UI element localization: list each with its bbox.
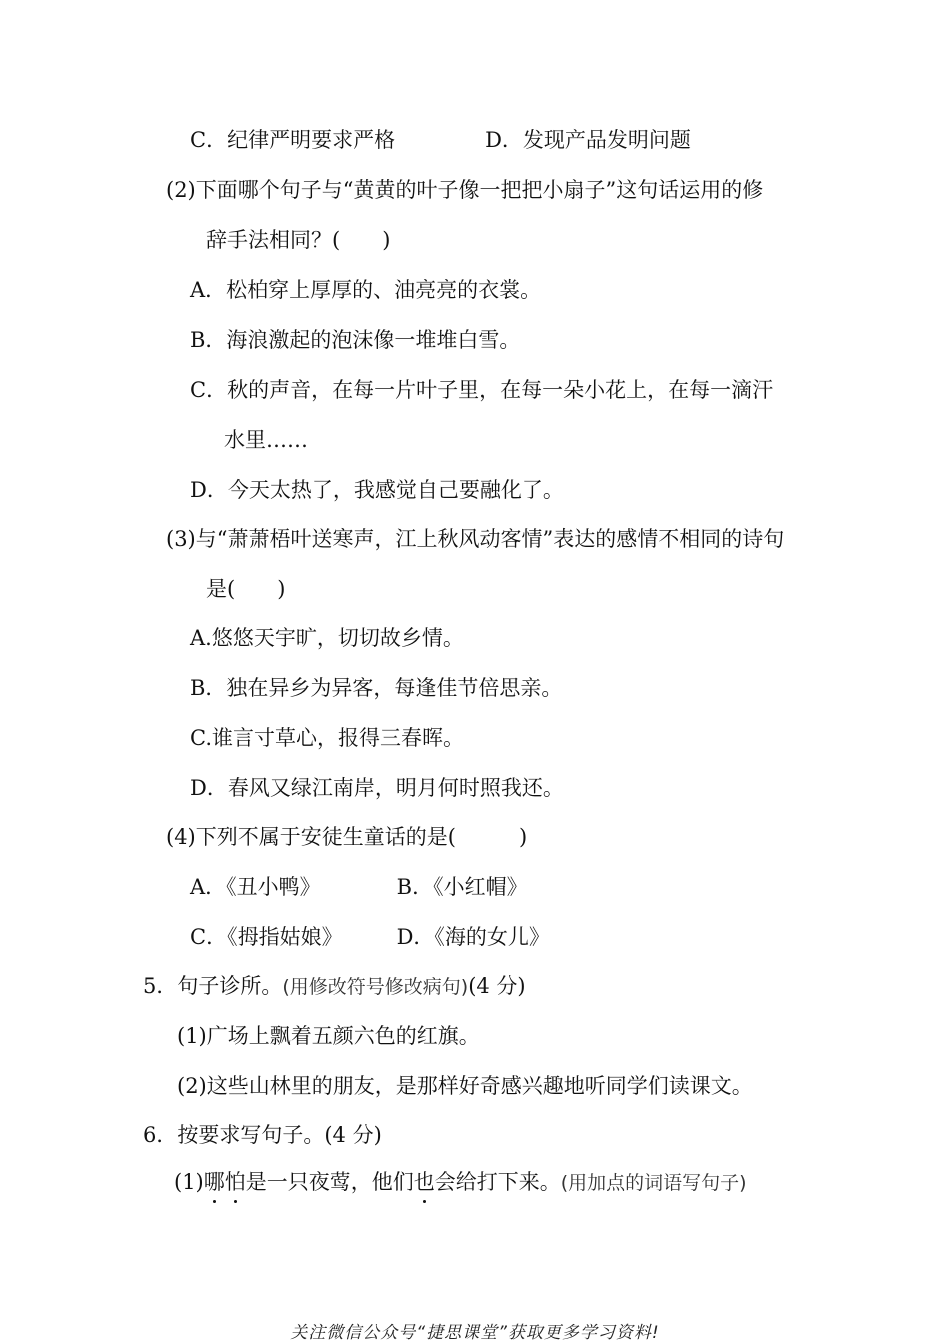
dotted-word-char-2: 怕: [225, 1167, 246, 1197]
option-c: C．纪律严明要求严格: [190, 128, 396, 152]
question-3-stem-continued: 是( ): [206, 577, 286, 601]
question-2-stem-continued: 辞手法相同？( ): [206, 228, 391, 252]
question-5-hint: (用修改符号修改病句): [282, 976, 469, 998]
question-3-option-a: A.悠悠天宇旷，切切故乡情。: [190, 626, 464, 650]
question-2-option-c: C．秋的声音，在每一片叶子里，在每一朵小花上，在每一滴汗: [190, 378, 774, 402]
question-5-score: (4 分): [468, 974, 526, 998]
question-5-label: 5．句子诊所。: [143, 974, 283, 998]
question-4-options-row-2: [190, 922, 550, 952]
question-4-option-c: C．《拇指姑娘》: [190, 925, 343, 949]
q6-middle: 是一只夜莺，他们: [245, 1170, 414, 1194]
question-2-option-b: B．海浪激起的泡沫像一堆堆白雪。: [190, 328, 521, 352]
question-5-sentence-1: (1)广场上飘着五颜六色的红旗。: [177, 1024, 480, 1048]
option-d: D．发现产品发明问题: [485, 128, 691, 152]
question-5-sentence-2: (2)这些山林里的朋友，是那样好奇感兴趣地听同学们读课文。: [177, 1074, 753, 1098]
question-3-option-d: D．春风又绿江南岸，明月何时照我还。: [190, 776, 564, 800]
question-1-options-row: [190, 125, 691, 155]
question-3-option-b: B．独在异乡为异客，每逢佳节倍思亲。: [190, 676, 563, 700]
footer-note: 关注微信公众号“捷思课堂”获取更多学习资料!: [290, 1323, 660, 1343]
q6-post: 会给打下来。: [434, 1170, 561, 1194]
dotted-word-char-3: 也: [414, 1167, 435, 1197]
question-4-option-b: B．《小红帽》: [396, 875, 528, 899]
question-5-title: [143, 971, 526, 1002]
q6-prefix: (1): [174, 1170, 204, 1194]
question-2-stem: (2)下面哪个句子与“黄黄的叶子像一把把小扇子”这句话运用的修: [166, 178, 764, 202]
q6-hint: (用加点的词语写句子): [560, 1172, 747, 1194]
question-2-option-d: D．今天太热了，我感觉自己要融化了。: [190, 478, 564, 502]
question-4-option-d: D．《海的女儿》: [396, 925, 550, 949]
question-4-options-row-1: [190, 872, 528, 902]
question-6-title: 6．按要求写句子。(4 分): [143, 1123, 382, 1147]
question-3-option-c: C.谁言寸草心，报得三春晖。: [190, 726, 464, 750]
question-3-stem: (3)与“萧萧梧叶送寒声，江上秋风动客情”表达的感情不相同的诗句: [166, 527, 785, 551]
question-4-stem: (4)下列不属于安徒生童话的是( ): [166, 825, 528, 849]
question-6-sentence-1: [174, 1167, 747, 1198]
question-4-option-a: A．《丑小鸭》: [190, 875, 321, 899]
question-2-option-c-continued: 水里……: [224, 428, 308, 452]
dotted-word-char-1: 哪: [204, 1167, 225, 1197]
question-2-option-a: A．松柏穿上厚厚的、油亮亮的衣裳。: [190, 278, 542, 302]
